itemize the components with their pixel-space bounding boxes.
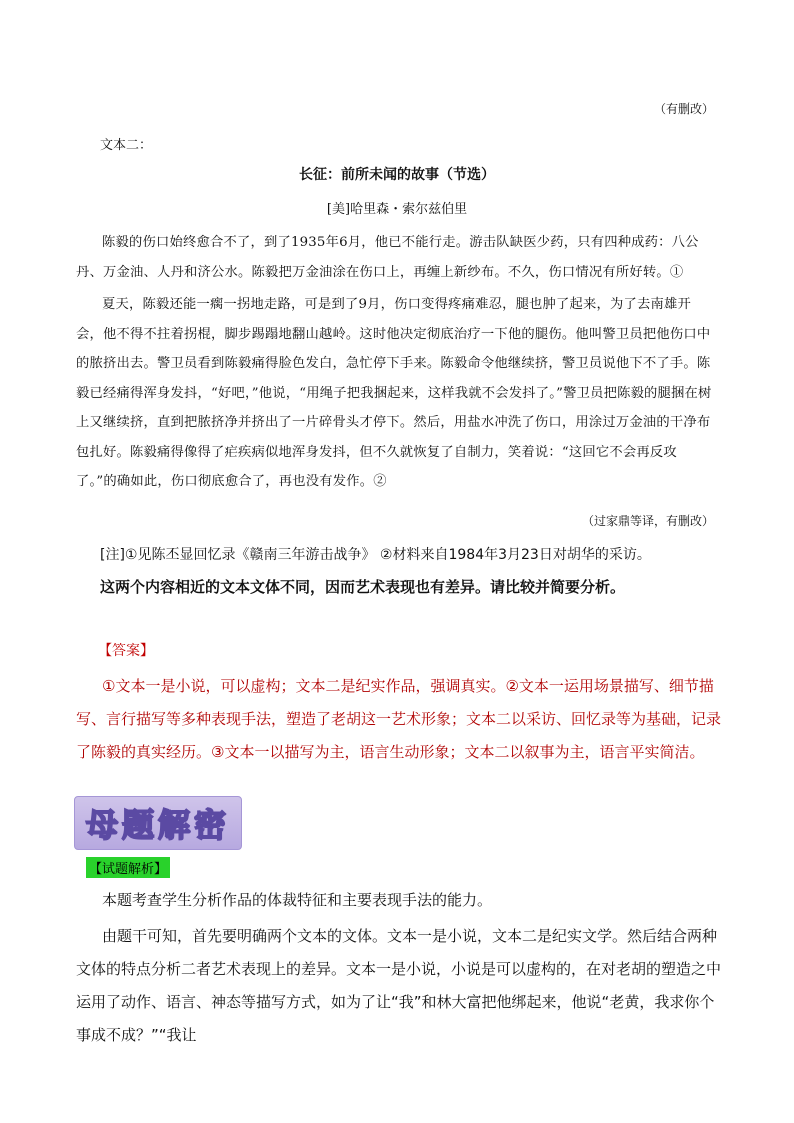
section-banner [74,796,242,850]
analysis-paragraph-1: 本题考查学生分析作品的体裁特征和主要表现手法的能力。 [102,891,493,909]
banner-text: 母题解密 [85,806,230,844]
translation-credit: （过家鼎等译，有删改） [581,514,714,528]
question: 这两个内容相近的文本文体不同，因而艺术表现也有差异。请比较并简要分析。 [100,578,626,596]
excerpt-author: [美]哈里森・索尔兹伯里 [326,202,468,217]
analysis-tag: 【试题解析】 [86,857,170,878]
paragraph-2: 夏天，陈毅还能一瘸一拐地走路，可是到了9月，伤口变得疼痛难忍，腿也肿了起来，为了去南雄开会，他不得不拄着拐棍，脚步踢蹋地翻山越岭。这时他决定彻底治疗一下他的腿伤。他叫警卫员把他伤口中的脓挤出去。警卫员看到陈毅痛得脸色发白，急忙停下手来。陈毅命令他继续挤，警卫员说他下不了手。陈毅已经痛得浑身发抖，“好吧，”他说，“用绳子把我捆起来，这样我就不会发抖了。”警卫员把陈毅的腿捆在树上又继续挤，直到把脓挤净并挤出了一片碎骨头才停下。然后，用盐水冲洗了伤口，用涂过万金油的干净布包扎好。陈毅痛得像得了疟疾病似地浑身发抖，但不久就恢复了自制力，笑着说：“这回它不会再反攻了。”的确如此，伤口彻底愈合了，再也没有发作。② [76,297,712,489]
analysis-paragraph-2: 由题干可知，首先要明确两个文本的文体。文本一是小说，文本二是纪实文学。然后结合两种文体的特点分析二者艺术表现上的差异。文本一是小说，小说是可以虚构的，在对老胡的塑造之中运用了动作、语言、神态等描写方式，如为了让“我”和林大富把他绑起来，他说“老黄，我求你个事成不成？”“我让 [76,927,722,1044]
excerpt-title: 长征：前所未闻的故事（节选） [299,167,495,183]
paragraph-1: 陈毅的伤口始终愈合不了，到了1935年6月，他已不能行走。游击队缺医少药，只有四种成药：八公丹、万金油、人丹和济公水。陈毅把万金油涂在伤口上，再缠上新纱布。不久，伤口情况有所好转。① [76,235,699,280]
text-label: 文本二： [100,138,153,153]
source-note: （有删改） [653,102,714,116]
footnote: [注]①见陈丕显回忆录《赣南三年游击战争》 ②材料来自1984年3月23日对胡华的采访。 [100,547,651,563]
answer-text: ①文本一是小说，可以虚构；文本二是纪实作品，强调真实。②文本一运用场景描写、细节描写、言行描写等多种表现手法，塑造了老胡这一艺术形象；文本二以采访、回忆录等为基础，记录了陈毅的真实经历。③文本一以描写为主，语言生动形象；文本二以叙事为主，语言平实简洁。 [76,677,722,761]
answer-tag: 【答案】 [98,643,154,659]
